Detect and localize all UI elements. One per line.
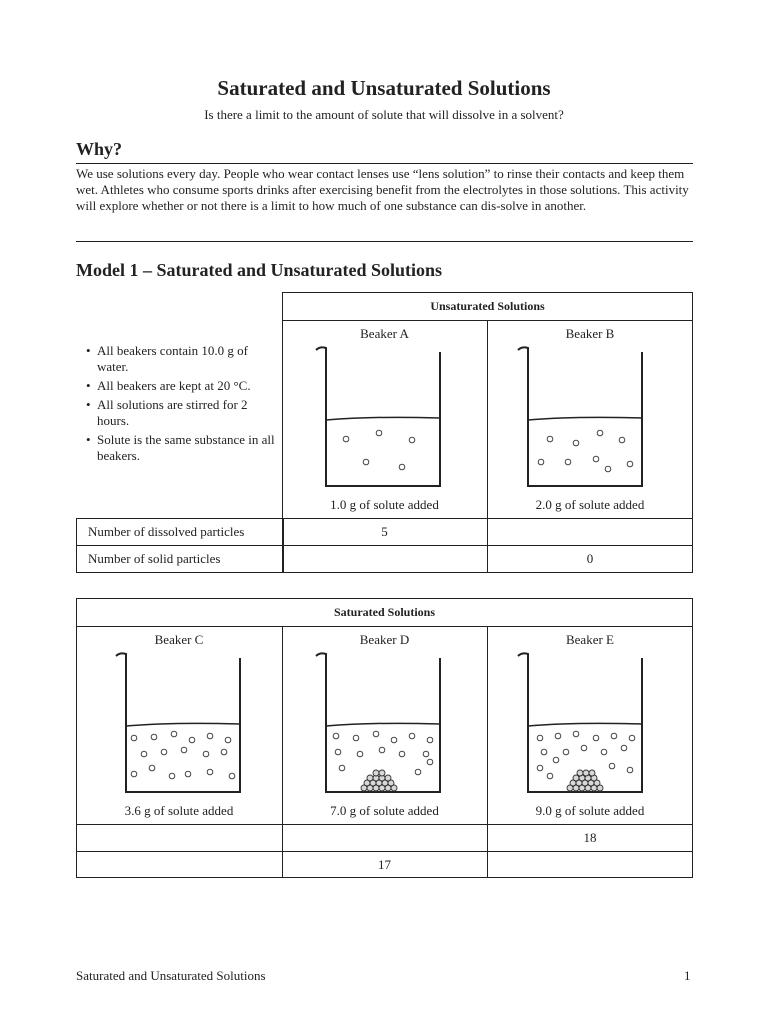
unsaturated-title: Unsaturated Solutions: [430, 299, 545, 313]
row-label-dissolved: Number of dissolved particles: [88, 524, 245, 539]
beaker-e-caption: 9.0 g of solute added: [535, 803, 645, 818]
beaker-d-label: Beaker D: [359, 632, 410, 647]
unsaturated-col-divider: [487, 320, 488, 573]
beaker-b-caption: 2.0 g of solute added: [535, 497, 645, 512]
condition-item: • All beakers contain 10.0 g of water.: [86, 343, 248, 374]
page-subtitle: Is there a limit to the amount of solute that will dissolve in a solvent?: [204, 107, 564, 122]
saturated-title-divider: [76, 626, 693, 627]
beaker-a: [312, 344, 452, 494]
saturated-col-divider-1: [282, 626, 283, 878]
condition-item: • All beakers are kept at 20 °C.: [86, 378, 251, 393]
saturated-row-divider-mid: [76, 851, 693, 852]
unsaturated-row-divider-top: [76, 518, 693, 519]
condition-item: • All solutions are stirred for 2 hours.: [86, 397, 248, 428]
row-label-solid: Number of solid particles: [88, 551, 221, 566]
why-paragraph: We use solutions every day. People who wear contact lenses use “lens solution” to rinse their contacts and keep them wet. Athletes who consume sports drinks after exercising benefit from the electrolytes in those solutions. This activity will explore whether or not there is a limit to how much of one substance can dis-solve in another.: [76, 166, 689, 213]
beaker-c-label: Beaker C: [154, 632, 204, 647]
beaker-e: [514, 650, 654, 800]
beaker-d: [312, 650, 452, 800]
conditions-list: [86, 343, 282, 467]
beaker-e-dissolved: 18: [583, 830, 597, 845]
beaker-b-solid: 0: [586, 551, 594, 566]
beaker-c-caption: 3.6 g of solute added: [124, 803, 234, 818]
saturated-row-divider-top: [76, 824, 693, 825]
beaker-a-label: Beaker A: [360, 326, 409, 341]
footer-title: Saturated and Unsaturated Solutions: [76, 968, 266, 983]
why-top-rule: [76, 163, 693, 164]
beaker-d-caption: 7.0 g of solute added: [330, 803, 439, 818]
unsaturated-row-divider-mid: [76, 545, 693, 546]
beaker-d-solid: 17: [378, 857, 391, 872]
why-bottom-rule: [76, 241, 693, 242]
beaker-b: [514, 344, 654, 494]
beaker-c: [112, 650, 252, 800]
why-heading: Why?: [76, 139, 123, 159]
beaker-b-label: Beaker B: [565, 326, 615, 341]
beaker-e-label: Beaker E: [565, 632, 614, 647]
page-title: Saturated and Unsaturated Solutions: [217, 76, 551, 100]
beaker-a-dissolved: 5: [381, 524, 388, 539]
condition-item: • Solute is the same substance in all beakers.: [86, 432, 275, 463]
model-heading: Model 1 – Saturated and Unsaturated Solutions: [76, 260, 443, 280]
saturated-title: Saturated Solutions: [333, 605, 436, 619]
beaker-a-caption: 1.0 g of solute added: [330, 497, 439, 512]
page-number: 1: [684, 968, 691, 983]
